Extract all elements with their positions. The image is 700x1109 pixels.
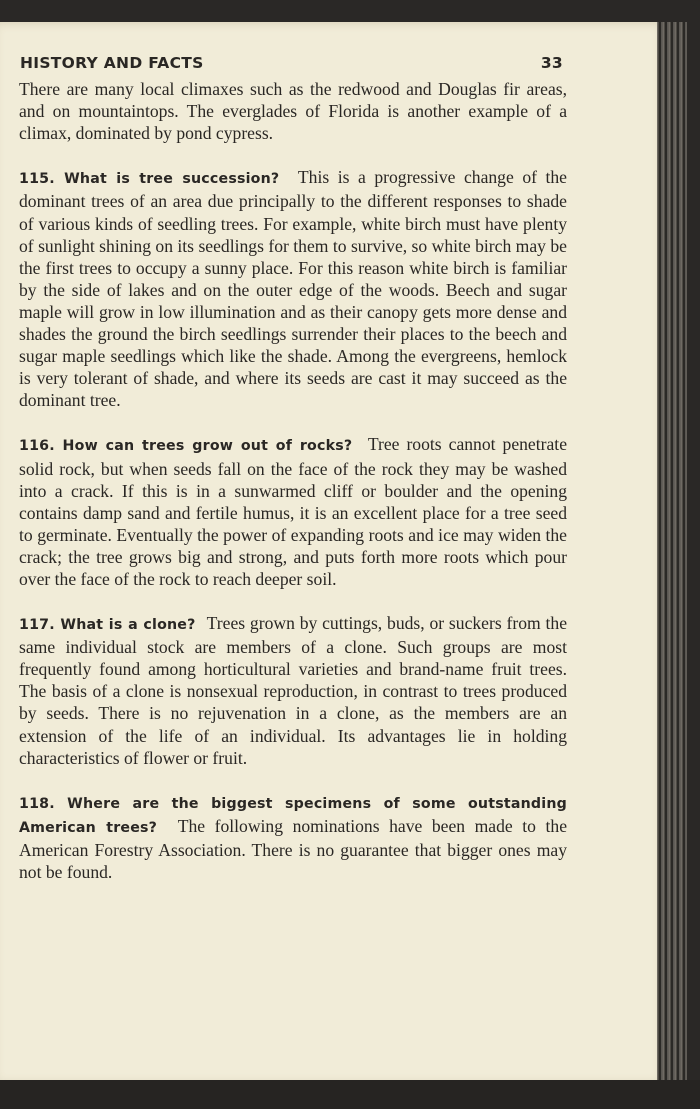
page-number: 33	[540, 54, 563, 72]
answer-116: Tree roots cannot penetrate solid rock, but when seeds fall on the face of the rock they may be washed into a crack. If this is in a sunwarmed cliff or boulder and the opening contains damp sand and fertile humus, it is an excellent place for a tree seed to germinate. Eventually the power of expanding roots and ice may widen the crack; the tree grows big and strong, and puts forth more roots which pour over the face of the rock to reach deeper soil.	[19, 434, 567, 589]
answer-115: This is a progressive change of the dominant trees of an area due principally to the different responses to shade of various kinds of seedling trees. For example, white birch must have plenty of sunlight shining on its seedlings for them to survive, so white birch may be the first trees to occupy a sunny place. For this reason white birch is familiar by the side of lakes and on the outer edge of the woods. Beech and sugar maple will grow in low illumination and as their canopy gets more dense and shades the ground the birch seedlings surrender their places to the beech and sugar maple seedlings which like the shade. Among the evergreens, hemlock is very tolerant of shade, and where its seeds are cast it may succeed as the dominant tree.	[19, 167, 567, 411]
section-title: HISTORY AND FACTS	[20, 54, 204, 72]
running-header	[20, 52, 567, 74]
answer-118: The following nominations have been made to the American Forestry Association. There is no guarantee that bigger ones may not be found.	[19, 815, 568, 882]
entry-116	[19, 433, 567, 590]
question-115: 115. What is tree succession?	[19, 171, 298, 188]
entry-117	[19, 612, 567, 769]
intro-paragraph: There are many local climaxes such as the redwood and Douglas fir areas, and on mountaintops. The everglades of Florida is another example of a climax, dominated by pond cypress.	[19, 79, 567, 144]
question-118: 118. Where are the biggest specimens of some outstanding American trees?	[19, 795, 567, 836]
page-content	[19, 52, 567, 883]
page-edges	[657, 22, 687, 1080]
entry-115	[19, 166, 567, 411]
entry-118	[19, 791, 567, 883]
background-shadow	[0, 1080, 700, 1109]
answer-117: Trees grown by cuttings, buds, or suckers from the same individual stock are members of a clone. Such groups are most frequently found among horticultural varieties and brand-name fruit trees. The basis of a clone is nonsexual reproduction, in contrast to trees produced by seeds. There is no rejuvenation in a clone, as the members are an extension of the life of an individual. Its advantages lie in holding characteristics of flower or fruit.	[19, 613, 568, 768]
question-117: 117. What is a clone?	[19, 617, 207, 634]
question-116: 116. How can trees grow out of rocks?	[19, 438, 368, 455]
